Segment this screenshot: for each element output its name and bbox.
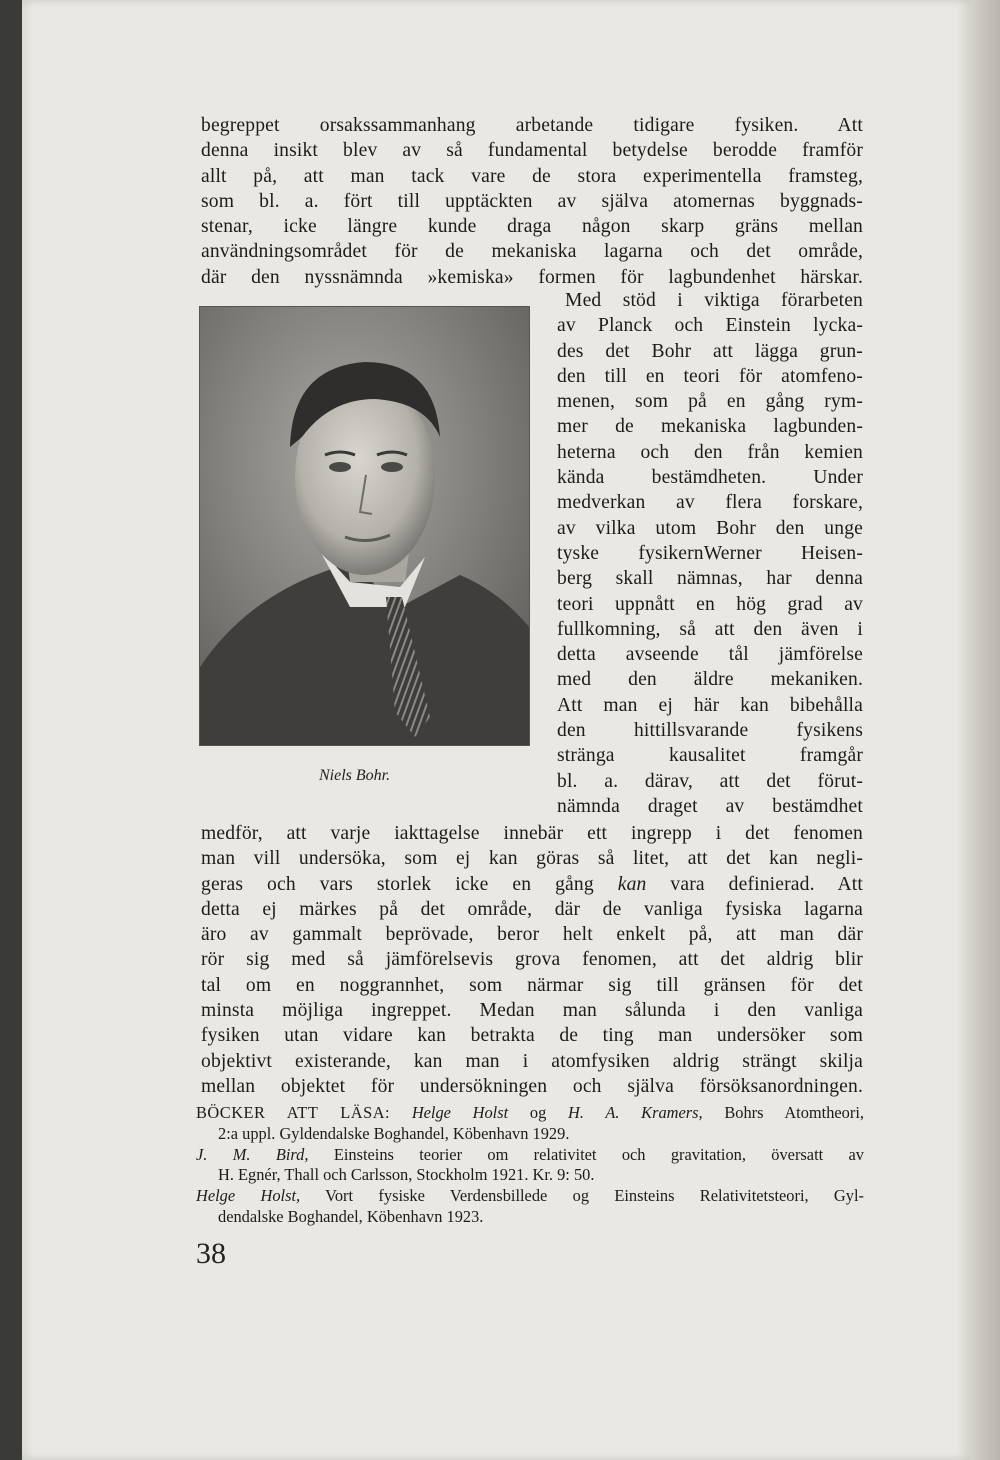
- text-line: den till en teori för atomfeno-: [557, 365, 863, 387]
- text-line: Med stöd i viktiga förarbeten: [565, 290, 863, 311]
- text-line: bl. a. därav, att det förut-: [557, 770, 863, 792]
- text-line: menen, som på en gång rym-: [557, 391, 863, 413]
- text-line: stränga kausalitet framgår: [557, 745, 863, 767]
- text-line: av Planck och Einstein lycka-: [557, 315, 863, 337]
- text-line: den hittillsvarande fysikens: [557, 720, 863, 742]
- book-entry-1: [196, 1103, 864, 1124]
- book-entry-1-details: 2:a uppl. Gyldendalske Boghandel, Köbenhavn 1929.: [218, 1123, 570, 1143]
- text-line: av vilka utom Bohr den unge: [557, 517, 863, 539]
- book-entry-3: [196, 1186, 864, 1207]
- text-line: fullkomning, så att den även i: [557, 618, 863, 640]
- book-entry-2: [196, 1145, 864, 1166]
- text-line: medverkan av flera forskare,: [557, 492, 863, 514]
- text-line: man vill undersöka, som ej kan göras så litet, att det kan negli-: [201, 848, 863, 870]
- book-author: J. M. Bird,: [196, 1144, 309, 1164]
- reading-list: [196, 1103, 864, 1228]
- text-line: medför, att varje iakttagelse innebär ett ingrepp i det fenomen: [201, 823, 863, 844]
- text-line: heterna och den från kemien: [557, 441, 863, 463]
- text-fragment: vara definierad. Att: [670, 873, 863, 895]
- text-line: med den äldre mekaniken.: [557, 669, 863, 691]
- book-title: Vort fysiske Verdensbillede og Einsteins Relativitetsteori, Gyl-: [325, 1186, 864, 1206]
- side-paragraph: [557, 288, 863, 819]
- text-line: Att man ej här kan bibehålla: [557, 694, 863, 716]
- book-title: Bohrs Atomtheori,: [724, 1103, 864, 1122]
- text-line: som bl. a. fört till upptäckten av själva atomernas byggnads-: [201, 190, 863, 212]
- portrait-caption: Niels Bohr.: [319, 767, 391, 784]
- text-line: allt på, att man tack vare de stora experimentella framsteg,: [201, 165, 863, 187]
- page-edge: [970, 0, 1000, 1460]
- text-line-with-emphasis: [201, 872, 863, 897]
- text-line: fysiken utan vidare kan betrakta de ting man undersöker som: [201, 1025, 863, 1047]
- text-line: des det Bohr att lägga grun-: [557, 340, 863, 362]
- book-conjunction: og: [529, 1103, 547, 1122]
- text-line: teori uppnått en hög grad av: [557, 593, 863, 615]
- text-line: äro av gammalt beprövade, beror helt enkelt på, att man där: [201, 924, 863, 946]
- book-author: Helge Holst,: [196, 1186, 301, 1206]
- text-line: kända bestämdheten. Under: [557, 467, 863, 489]
- text-line: tyske fysikernWerner Heisen-: [557, 542, 863, 564]
- book-entry-3-details: dendalske Boghandel, Köbenhavn 1923.: [218, 1206, 484, 1226]
- text-line: begreppet orsakssammanhang arbetande tidigare fysiken. Att: [201, 115, 863, 136]
- emphasis-word: kan: [617, 873, 647, 895]
- text-line: denna insikt blev av så fundamental betydelse berodde framför: [201, 140, 863, 162]
- book-title: Einsteins teorier om relativitet och gravitation, översatt av: [333, 1144, 864, 1164]
- text-line: mellan objektet för undersökningen och själva försöksanordningen.: [201, 1075, 863, 1097]
- text-line: rör sig med så jämförelsevis grova fenomen, att det aldrig blir: [201, 949, 863, 971]
- text-line: nämnda draget av bestämdhet: [557, 795, 863, 817]
- text-line: där den nyssnämnda »kemiska» formen för lagbundenhet härskar.: [201, 266, 863, 288]
- top-paragraph: [201, 113, 863, 290]
- text-line: stenar, icke längre kunde draga någon skarp gräns mellan: [201, 216, 863, 238]
- text-line: detta ej märkes på det område, där de vanliga fysiska lagarna: [201, 898, 863, 920]
- book-author: Helge Holst: [411, 1103, 509, 1122]
- book-entry-2-details: H. Egnér, Thall och Carlsson, Stockholm 1921. Kr. 9: 50.: [218, 1165, 595, 1185]
- text-line: mer de mekaniska lagbunden-: [557, 416, 863, 438]
- text-line: användningsområdet för de mekaniska lagarna och det område,: [201, 241, 863, 263]
- text-line: objektivt existerande, kan man i atomfysiken aldrig strängt skilja: [201, 1050, 863, 1072]
- text-line: berg skall nämnas, har denna: [557, 568, 863, 590]
- page-number: 38: [196, 1237, 226, 1270]
- reading-list-heading: BÖCKER ATT LÄSA:: [196, 1103, 391, 1122]
- bottom-paragraph: [201, 821, 863, 1099]
- niels-bohr-portrait: [199, 306, 530, 746]
- text-line: tal om en noggrannhet, som närmar sig till gränsen för det: [201, 974, 863, 996]
- text-fragment: geras och vars storlek icke en gång: [201, 873, 594, 895]
- text-line: detta avseende tål jämförelse: [557, 644, 863, 666]
- book-author: H. A. Kramers,: [568, 1103, 703, 1122]
- text-line: minsta möjliga ingreppet. Medan man sålunda i den vanliga: [201, 1000, 863, 1022]
